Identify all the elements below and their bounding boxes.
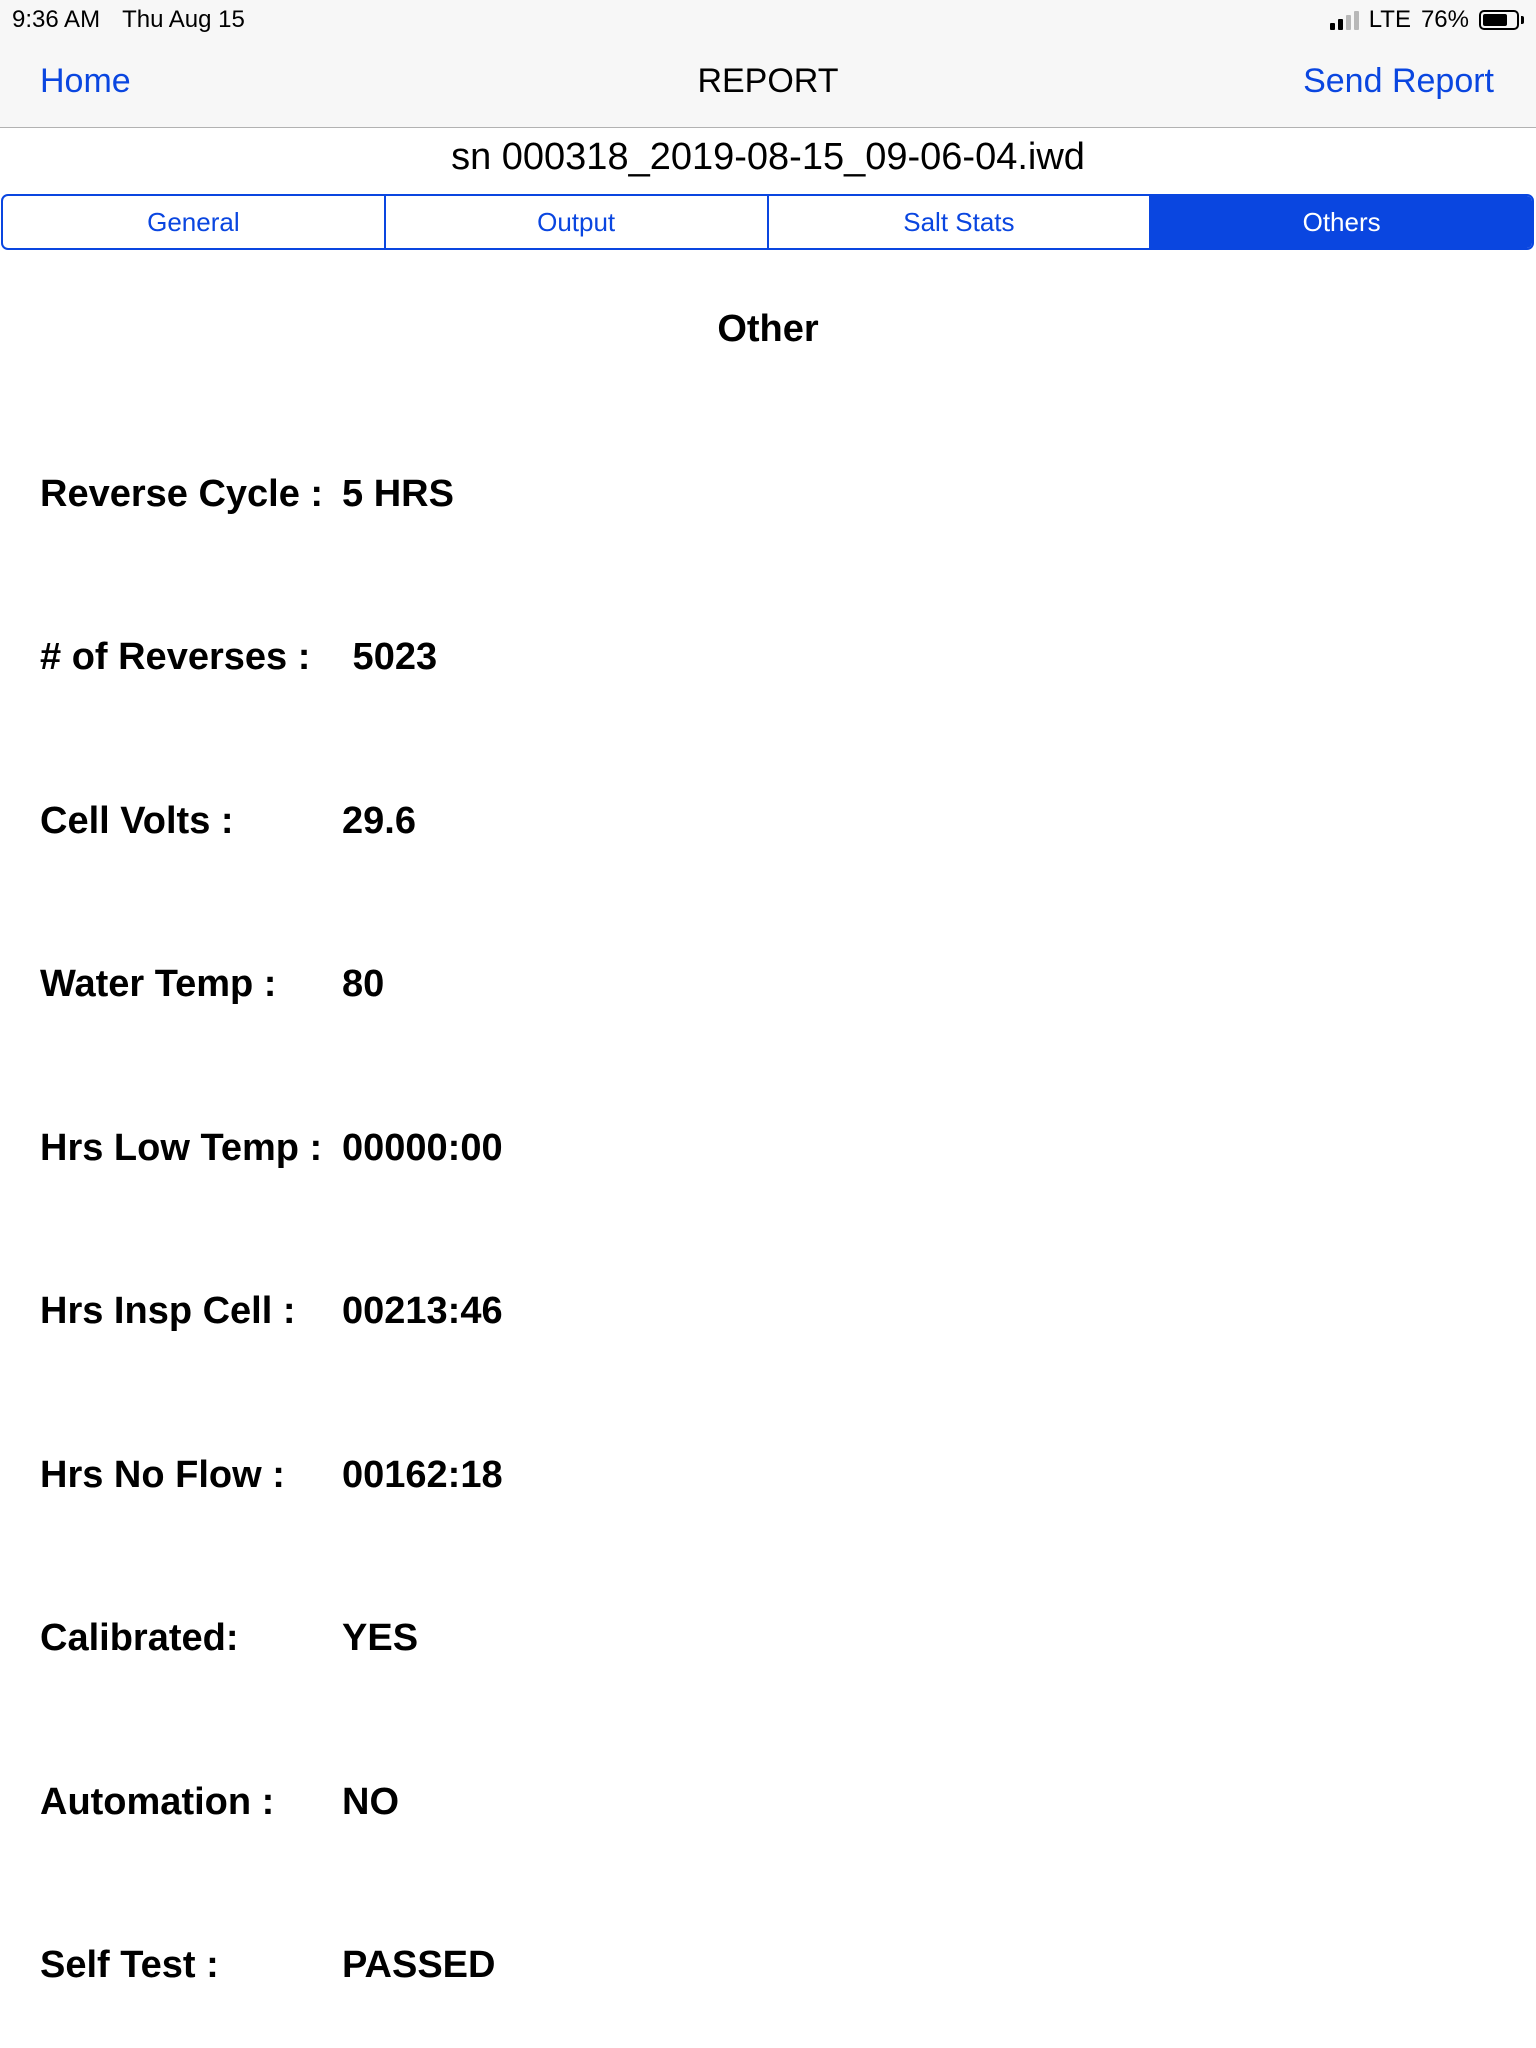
report-filename: sn 000318_2019-08-15_09-06-04.iwd — [451, 136, 1085, 178]
tab-others[interactable]: Others — [1151, 196, 1532, 248]
row-value: 80 — [342, 963, 385, 1005]
navigation-bar — [0, 40, 1536, 128]
row-value: 00000:00 — [342, 1127, 503, 1169]
status-time: 9:36 AM — [12, 6, 101, 33]
cellular-signal-icon — [1330, 10, 1359, 30]
home-button[interactable]: Home — [40, 62, 131, 100]
row-value: YES — [342, 1617, 419, 1659]
row-label: Hrs Low Temp : — [40, 1127, 323, 1169]
status-left — [12, 6, 245, 34]
row-label: Hrs Insp Cell : — [40, 1290, 296, 1332]
page-title: REPORT — [697, 62, 839, 100]
tab-output[interactable]: Output — [386, 196, 769, 248]
row-label: Calibrated: — [40, 1617, 239, 1659]
status-date: Thu Aug 15 — [122, 6, 245, 33]
send-report-button[interactable]: Send Report — [1303, 62, 1494, 100]
row-value: 29.6 — [342, 800, 416, 842]
status-bar — [0, 0, 1536, 40]
row-label: Cell Volts : — [40, 800, 234, 842]
row-value: 00162:18 — [342, 1454, 503, 1496]
battery-percent: 76% — [1420, 6, 1469, 33]
report-tabs — [1, 194, 1534, 250]
row-value: 5023 — [342, 636, 438, 678]
tab-salt-stats[interactable]: Salt Stats — [769, 196, 1152, 248]
network-type: LTE — [1368, 6, 1411, 33]
row-value: PASSED — [342, 1944, 496, 1986]
row-label: Reverse Cycle : — [40, 473, 324, 515]
battery-fill — [1483, 14, 1507, 26]
row-label: # of Reverses : — [40, 636, 311, 678]
section-title: Other — [717, 308, 819, 350]
row-label: Automation : — [40, 1781, 275, 1823]
battery-icon — [1479, 10, 1524, 30]
row-value: 00213:46 — [342, 1290, 503, 1332]
row-label: Hrs No Flow : — [40, 1454, 285, 1496]
tab-general[interactable]: General — [3, 196, 386, 248]
row-value: 5 HRS — [342, 473, 454, 515]
status-right — [1330, 6, 1524, 34]
row-label: Water Temp : — [40, 963, 277, 1005]
row-label: Self Test : — [40, 1944, 219, 1986]
row-value: NO — [342, 1781, 399, 1823]
